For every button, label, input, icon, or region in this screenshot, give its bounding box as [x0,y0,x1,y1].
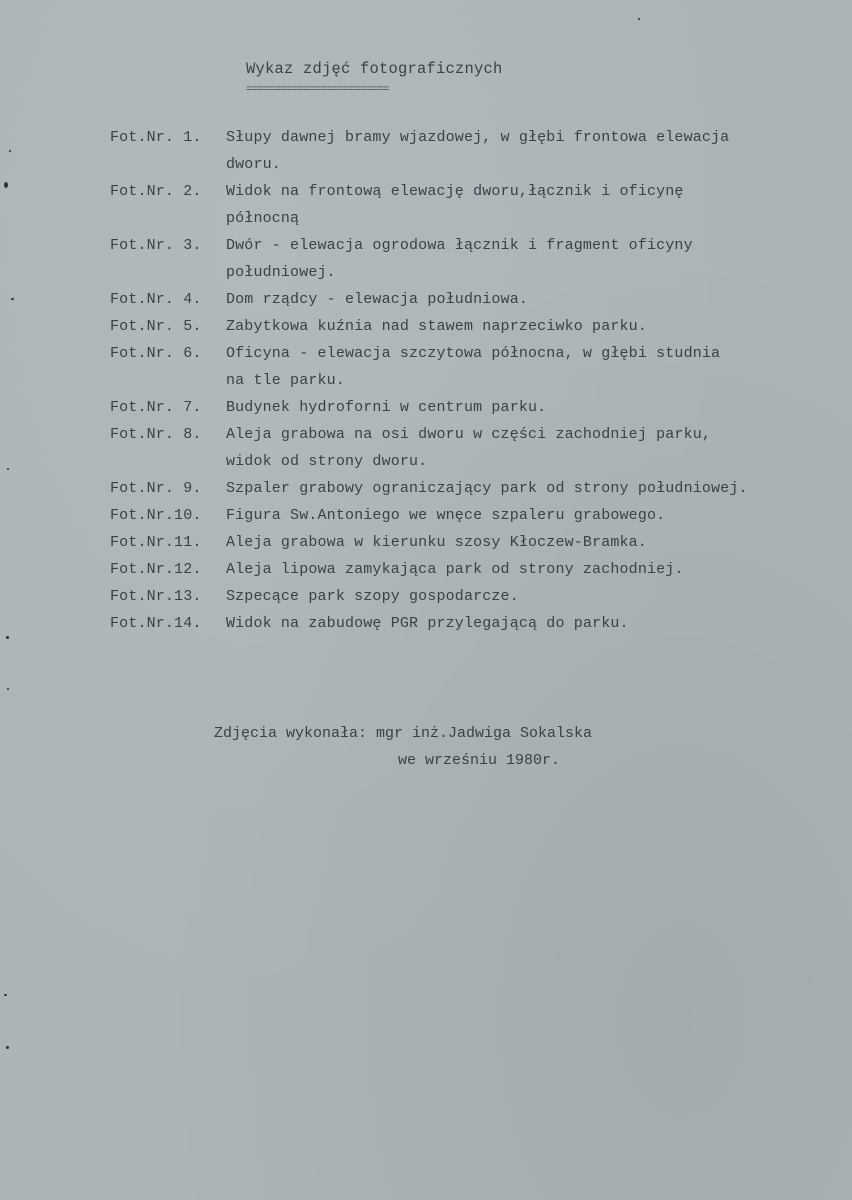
photo-number: Fot.Nr. 8. [110,426,202,443]
list-item [110,286,830,313]
description-line: Widok na zabudowę PGR przylegającą do parku. [226,615,629,632]
photo-number: Fot.Nr.11. [110,534,202,551]
photo-number: Fot.Nr. 7. [110,399,202,416]
photo-number: Fot.Nr. 3. [110,237,202,254]
photo-date: we wrześniu 1980r. [398,752,561,769]
description-line: północną [226,210,300,227]
binder-mark [11,298,14,300]
photo-number: Fot.Nr. 4. [110,291,202,308]
binder-mark [7,468,9,470]
photo-description [226,394,830,421]
binder-mark [7,688,9,690]
description-line: Oficyna - elewacja szczytowa północna, w głębi studnia [226,345,721,362]
description-line: dworu. [226,156,281,173]
description-line: Aleja grabowa na osi dworu w części zachodniej parku, [226,426,712,443]
photo-description [226,232,830,286]
list-item [110,502,830,529]
photo-description [226,340,830,394]
list-item [110,178,830,232]
description-line: Dwór - elewacja ogrodowa łącznik i fragment oficyny [226,237,693,254]
list-item [110,529,830,556]
photo-description [226,583,830,610]
photo-number: Fot.Nr. 5. [110,318,202,335]
photo-description [226,475,830,502]
list-item [110,394,830,421]
photo-number: Fot.Nr.10. [110,507,202,524]
description-line: Szpecące park szopy gospodarcze. [226,588,519,605]
binder-mark [9,150,11,152]
title-underline: ========================= [246,84,389,96]
description-line: Zabytkowa kuźnia nad stawem naprzeciwko parku. [226,318,647,335]
photo-description [226,421,830,475]
description-line: południowej. [226,264,336,281]
photo-description [226,502,830,529]
document-title: Wykaz zdjęć fotograficznych [246,60,503,78]
photo-number: Fot.Nr.12. [110,561,202,578]
description-line: Aleja grabowa w kierunku szosy Kłoczew-Bramka. [226,534,647,551]
description-line: na tle parku. [226,372,345,389]
photo-description [226,178,830,232]
photo-description [226,286,830,313]
list-item [110,232,830,286]
binder-mark [4,994,7,996]
list-item [110,610,830,637]
photo-number: Fot.Nr. 6. [110,345,202,362]
photo-description [226,610,830,637]
list-item [110,340,830,394]
description-line: Aleja lipowa zamykająca park od strony zachodniej. [226,561,684,578]
description-line: widok od strony dworu. [226,453,428,470]
list-item [110,421,830,475]
photo-number: Fot.Nr. 2. [110,183,202,200]
description-line: Budynek hydroforni w centrum parku. [226,399,547,416]
list-item [110,583,830,610]
list-item [110,556,830,583]
photographer-credit: Zdjęcia wykonała: mgr inż.Jadwiga Sokalska [214,725,593,742]
photo-description [226,556,830,583]
speck [638,18,640,20]
photo-description [226,124,830,178]
list-item [110,313,830,340]
binder-mark [6,636,9,639]
photo-number: Fot.Nr. 9. [110,480,202,497]
photo-number: Fot.Nr. 1. [110,129,202,146]
description-line: Słupy dawnej bramy wjazdowej, w głębi frontowa elewacja [226,129,730,146]
list-item [110,124,830,178]
binder-mark [4,182,8,188]
photo-list [110,124,830,637]
photo-description [226,529,830,556]
description-line: Dom rządcy - elewacja południowa. [226,291,528,308]
list-item [110,475,830,502]
description-line: Szpaler grabowy ograniczający park od strony południowej. [226,480,748,497]
photo-number: Fot.Nr.14. [110,615,202,632]
photo-description [226,313,830,340]
description-line: Figura Sw.Antoniego we wnęce szpaleru grabowego. [226,507,666,524]
photo-number: Fot.Nr.13. [110,588,202,605]
binder-mark [6,1046,9,1049]
description-line: Widok na frontową elewację dworu,łącznik i oficynę [226,183,684,200]
